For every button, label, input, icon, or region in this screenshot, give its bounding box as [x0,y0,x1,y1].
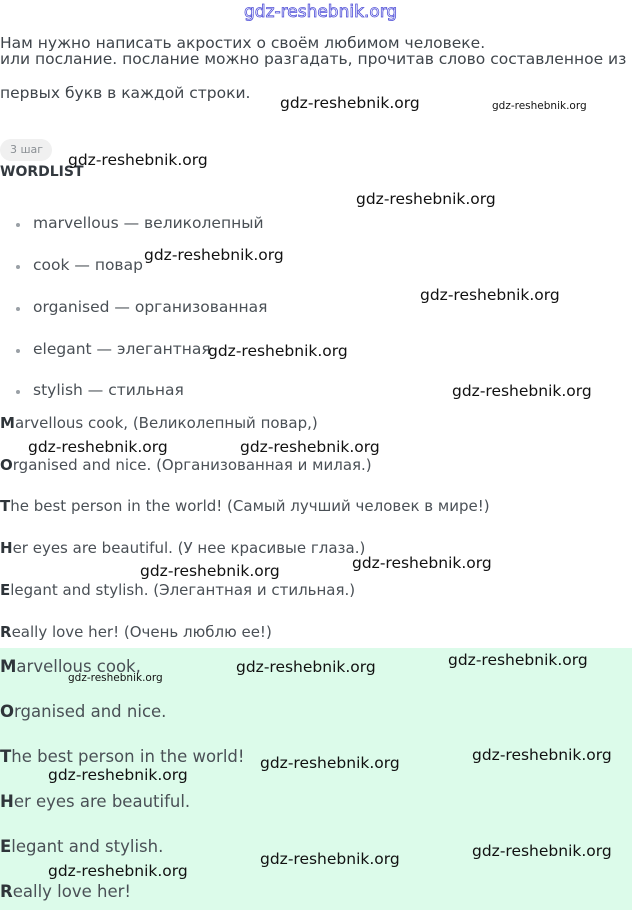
acrostic-letter: R [0,623,12,641]
bullet-icon [16,307,20,311]
poem-line-final [0,837,163,856]
watermark: gdz-reshebnik.org [472,746,612,764]
watermark: gdz-reshebnik.org [68,151,208,169]
bullet-icon [16,390,20,394]
watermark: gdz-reshebnik.org [48,766,188,784]
watermark-top: gdz-reshebnik.org [244,2,398,22]
watermark: gdz-reshebnik.org [260,754,400,772]
poem-line-text: legant and stylish. (Элегантная и стильная.) [10,581,356,599]
watermark: gdz-reshebnik.org [356,190,496,208]
intro-line-2: или послание. послание можно разгадать, прочитав слово составленное из [0,50,627,68]
acrostic-letter: E [0,837,12,856]
acrostic-letter: T [0,497,11,515]
intro-line-1: Нам нужно написать акростих о своём любимом человеке. [0,34,486,52]
step-badge: 3 шаг [0,139,52,161]
watermark: gdz-reshebnik.org [28,438,168,456]
watermark: gdz-reshebnik.org [448,651,588,669]
bullet-icon [16,349,20,353]
poem-line-text: arvellous cook, [16,657,141,676]
poem-line-translated [0,623,272,641]
poem-line-translated [0,539,365,557]
acrostic-letter: O [0,456,13,474]
acrostic-letter: T [0,747,12,766]
acrostic-letter: E [0,581,11,599]
watermark: gdz-reshebnik.org [208,342,348,360]
wordlist-item: marvellous — великолепный [33,214,264,232]
wordlist-title: WORDLIST [0,164,84,180]
watermark: gdz-reshebnik.org [352,554,492,572]
poem-line-final [0,702,166,721]
watermark: gdz-reshebnik.org [472,842,612,860]
acrostic-letter: O [0,702,15,721]
poem-line-text: legant and stylish. [11,837,164,856]
poem-line-text: eally love her! [12,882,132,901]
bullet-icon [16,265,20,269]
watermark: gdz-reshebnik.org [236,658,376,676]
watermark: gdz-reshebnik.org [68,672,163,684]
watermark: gdz-reshebnik.org [452,382,592,400]
bullet-icon [16,223,20,227]
wordlist-item: organised — организованная [33,298,268,316]
watermark: gdz-reshebnik.org [260,850,400,868]
wordlist-item: cook — повар [33,256,143,274]
poem-line-text: he best person in the world! [11,747,245,766]
poem-line-final [0,882,131,901]
poem-line-text: arvellous cook, (Великолепный повар,) [14,414,318,432]
wordlist-item: elegant — элегантная [33,340,211,358]
watermark: gdz-reshebnik.org [140,562,280,580]
poem-line-translated [0,456,372,474]
acrostic-letter: M [0,414,15,432]
poem-line-text: eally love her! (Очень люблю ее!) [11,623,272,641]
poem-line-text: er eyes are beautiful. (У нее красивые глаза.) [12,539,366,557]
acrostic-letter: R [0,882,13,901]
watermark: gdz-reshebnik.org [492,100,587,112]
intro-line-3: первых букв в каждой строки. [0,84,251,102]
poem-line-translated [0,414,318,432]
poem-line-text: he best person in the world! (Самый лучший человек в мире!) [10,497,490,515]
acrostic-letter: H [0,539,13,557]
watermark: gdz-reshebnik.org [144,246,284,264]
wordlist-item: stylish — стильная [33,381,184,399]
poem-line-final [0,747,245,766]
watermark: gdz-reshebnik.org [48,862,188,880]
poem-line-text: er eyes are beautiful. [13,792,191,811]
poem-line-text: rganised and nice. [14,702,167,721]
watermark: gdz-reshebnik.org [240,438,380,456]
acrostic-letter: H [0,792,14,811]
poem-line-translated [0,497,490,515]
watermark: gdz-reshebnik.org [280,94,420,112]
acrostic-letter: M [0,657,17,676]
watermark: gdz-reshebnik.org [420,286,560,304]
poem-line-text: rganised and nice. (Организованная и милая.) [12,456,372,474]
poem-line-translated [0,581,355,599]
poem-line-final [0,792,190,811]
